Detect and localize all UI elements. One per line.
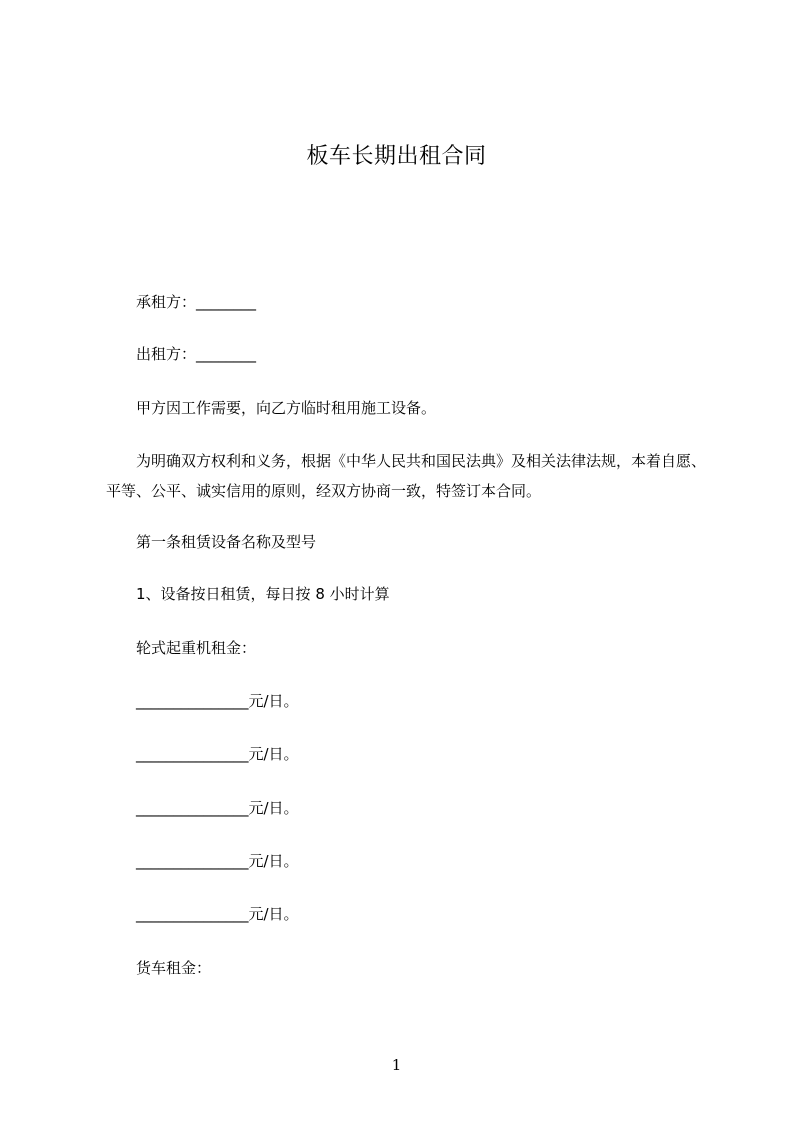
lessee-line: 承租方：________ [136,293,257,311]
clause-one: 1、设备按日租赁，每日按 8 小时计算 [136,585,390,603]
truck-rent-label: 货车租金： [136,959,212,977]
article-one-heading: 第一条租赁设备名称及型号 [136,533,317,551]
lessor-line: 出租方：________ [136,345,257,363]
crane-rent-label: 轮式起重机租金： [136,639,257,657]
rate-line: _______________元/日。 [136,852,299,870]
rate-line: _______________元/日。 [136,692,299,710]
page-number: 1 [391,1056,402,1074]
purpose-line: 甲方因工作需要，向乙方临时租用施工设备。 [136,399,437,417]
document-title: 板车长期出租合同 [306,144,487,169]
rate-line: _______________元/日。 [136,905,299,923]
basis-paragraph: 为明确双方权利和义务，根据《中华人民共和国民法典》及相关法律法规，本着自愿、平等、公平、诚实信用的原则，经双方协商一致，特签订本合同。 [106,452,707,500]
rate-line: _______________元/日。 [136,745,299,763]
rate-line: _______________元/日。 [136,799,299,817]
